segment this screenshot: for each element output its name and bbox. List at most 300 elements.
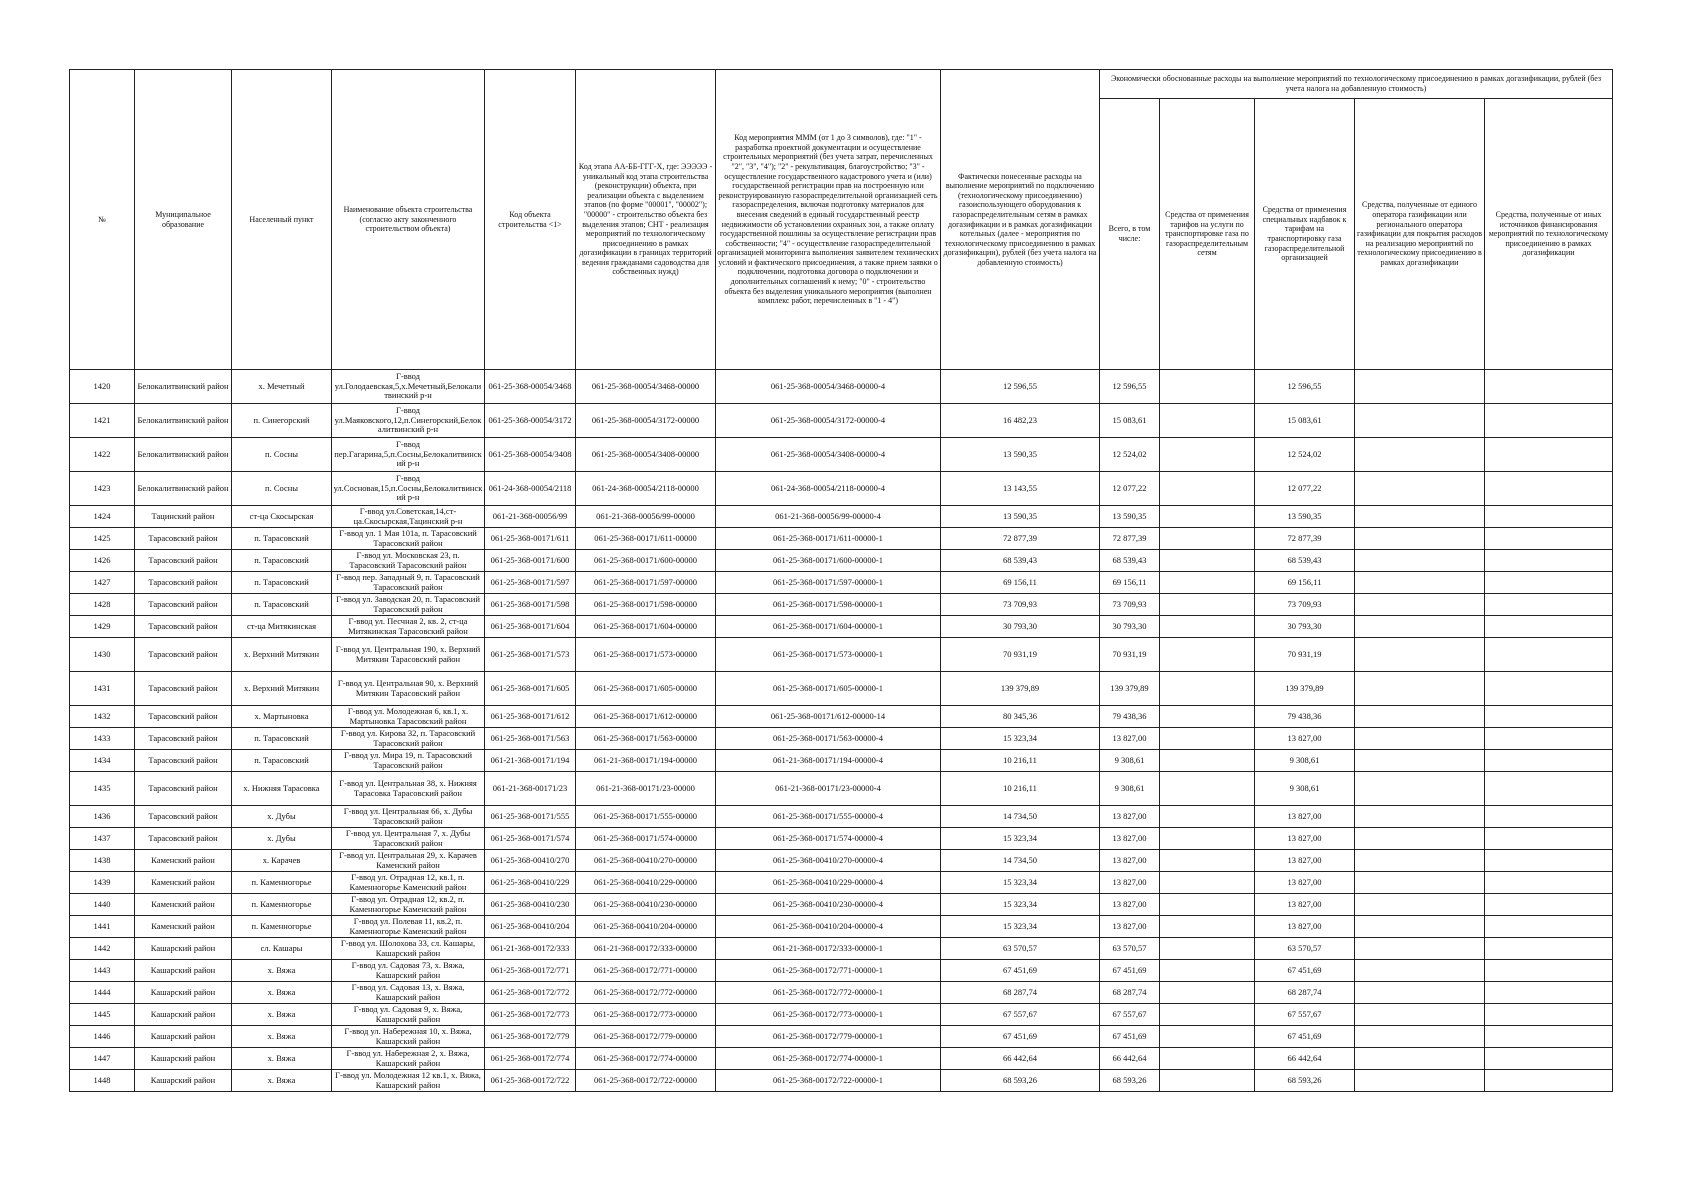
stage-code-cell: 061-25-368-00171/612-00000: [576, 706, 716, 728]
stage-code-cell: 061-25-368-00171/600-00000: [576, 550, 716, 572]
total-cell: 73 709,93: [1100, 594, 1160, 616]
municipality-cell: Каменский район: [135, 916, 232, 938]
measure-code-cell: 061-25-368-00171/611-00000-1: [716, 528, 941, 550]
table-body: [70, 370, 1613, 1092]
other-funds-cell: [1485, 806, 1613, 828]
other-funds-cell: [1485, 982, 1613, 1004]
measure-code-cell: 061-21-368-00171/23-00000-4: [716, 772, 941, 806]
row-number: 1438: [70, 850, 135, 872]
row-number: 1435: [70, 772, 135, 806]
measure-code-cell: 061-25-368-00172/772-00000-1: [716, 982, 941, 1004]
actual-costs-cell: 73 709,93: [941, 594, 1100, 616]
municipality-cell: Кашарский район: [135, 938, 232, 960]
actual-costs-cell: 14 734,50: [941, 806, 1100, 828]
tariff-funds-cell: [1160, 850, 1255, 872]
other-funds-cell: [1485, 1026, 1613, 1048]
total-cell: 67 557,67: [1100, 1004, 1160, 1026]
special-funds-cell: 13 827,00: [1255, 850, 1355, 872]
table-row: [70, 404, 1613, 438]
total-cell: 13 827,00: [1100, 850, 1160, 872]
settlement-cell: х. Нижняя Тарасовка: [232, 772, 332, 806]
object-code-cell: 061-25-368-00172/779: [485, 1026, 576, 1048]
special-funds-cell: 9 308,61: [1255, 772, 1355, 806]
stage-code-cell: 061-24-368-00054/2118-00000: [576, 472, 716, 506]
row-number: 1420: [70, 370, 135, 404]
col-measure-code-header: Код мероприятия МММ (от 1 до 3 символов), где: "1" - разработка проектной документации и осуществление строительных мероприятий (без учета затрат, перечисленных "2", "3", "4"); "2" - рекультивация, благоустройство; "3" - осуществление государственного кадастрового учета и (или) государственной регистрации прав на построенную или реконструированную газораспределительной организацией сеть газораспределения, включая подготовку материалов для внесения сведений в единый государственный реестр недвижимости об установлении охранных зон, а также оплату государственной пошлины за осуществление регистрации прав собственности; "4" - осуществление газораспределительной организацией мониторинга выполнения заявителем технических условий и фактического присоединения, а также прием заявки о подключении, подготовка договора о подключении и дополнительных соглашений к нему; "0" - строительство объекта без выделения уникального мероприятия (выполнен комплекс работ, перечисленных в "1 - 4"): [716, 70, 941, 370]
special-funds-cell: 66 442,64: [1255, 1048, 1355, 1070]
municipality-cell: Каменский район: [135, 872, 232, 894]
measure-code-cell: 061-25-368-00410/229-00000-4: [716, 872, 941, 894]
special-funds-cell: 13 827,00: [1255, 828, 1355, 850]
settlement-cell: х. Вяжа: [232, 960, 332, 982]
municipality-cell: Тарасовский район: [135, 528, 232, 550]
total-cell: 68 287,74: [1100, 982, 1160, 1004]
other-funds-cell: [1485, 1004, 1613, 1026]
special-funds-cell: 68 539,43: [1255, 550, 1355, 572]
other-funds-cell: [1485, 616, 1613, 638]
municipality-cell: Тарасовский район: [135, 750, 232, 772]
stage-code-cell: 061-25-368-00172/771-00000: [576, 960, 716, 982]
settlement-cell: п. Синегорский: [232, 404, 332, 438]
special-funds-cell: 13 827,00: [1255, 916, 1355, 938]
special-funds-cell: 12 596,55: [1255, 370, 1355, 404]
tariff-funds-cell: [1160, 806, 1255, 828]
col-settlement-header: Населенный пункт: [232, 70, 332, 370]
total-cell: 68 539,43: [1100, 550, 1160, 572]
row-number: 1425: [70, 528, 135, 550]
total-cell: 9 308,61: [1100, 772, 1160, 806]
other-funds-cell: [1485, 1048, 1613, 1070]
measure-code-cell: 061-21-368-00171/194-00000-4: [716, 750, 941, 772]
municipality-cell: Тарасовский район: [135, 638, 232, 672]
operator-funds-cell: [1355, 1048, 1485, 1070]
total-cell: 12 524,02: [1100, 438, 1160, 472]
other-funds-cell: [1485, 404, 1613, 438]
tariff-funds-cell: [1160, 528, 1255, 550]
measure-code-cell: 061-25-368-00172/771-00000-1: [716, 960, 941, 982]
table-row: [70, 638, 1613, 672]
stage-code-cell: 061-25-368-00410/204-00000: [576, 916, 716, 938]
municipality-cell: Кашарский район: [135, 1048, 232, 1070]
object-code-cell: 061-25-368-00172/771: [485, 960, 576, 982]
operator-funds-cell: [1355, 772, 1485, 806]
stage-code-cell: 061-25-368-00171/598-00000: [576, 594, 716, 616]
operator-funds-cell: [1355, 916, 1485, 938]
object-name-cell: Г-ввод ул. Заводская 20, п. Тарасовский Тарасовский район: [332, 594, 485, 616]
municipality-cell: Белокалитвинский район: [135, 472, 232, 506]
object-name-cell: Г-ввод пер. Западный 9, п. Тарасовский Тарасовский район: [332, 572, 485, 594]
tariff-funds-cell: [1160, 1070, 1255, 1092]
object-code-cell: 061-21-368-00171/23: [485, 772, 576, 806]
object-name-cell: Г-ввод ул. Отрадная 12, кв.2, п. Каменногорье Каменский район: [332, 894, 485, 916]
table-row: [70, 1048, 1613, 1070]
measure-code-cell: 061-21-368-00056/99-00000-4: [716, 506, 941, 528]
other-funds-cell: [1485, 506, 1613, 528]
operator-funds-cell: [1355, 706, 1485, 728]
object-name-cell: Г-ввод ул. Садовая 9, х. Вяжа, Кашарский район: [332, 1004, 485, 1026]
settlement-cell: х. Вяжа: [232, 982, 332, 1004]
operator-funds-cell: [1355, 850, 1485, 872]
stage-code-cell: 061-25-368-00410/230-00000: [576, 894, 716, 916]
col-municipality-header: Муниципальное образование: [135, 70, 232, 370]
total-cell: 69 156,11: [1100, 572, 1160, 594]
settlement-cell: х. Дубы: [232, 806, 332, 828]
special-funds-cell: 13 590,35: [1255, 506, 1355, 528]
object-code-cell: 061-25-368-00171/600: [485, 550, 576, 572]
actual-costs-cell: 67 451,69: [941, 960, 1100, 982]
operator-funds-cell: [1355, 472, 1485, 506]
row-number: 1422: [70, 438, 135, 472]
operator-funds-cell: [1355, 750, 1485, 772]
measure-code-cell: 061-25-368-00171/555-00000-4: [716, 806, 941, 828]
object-name-cell: Г-ввод ул. Центральная 7, х. Дубы Тарасовский район: [332, 828, 485, 850]
stage-code-cell: 061-25-368-00171/597-00000: [576, 572, 716, 594]
object-code-cell: 061-25-368-00172/722: [485, 1070, 576, 1092]
settlement-cell: х. Вяжа: [232, 1004, 332, 1026]
operator-funds-cell: [1355, 616, 1485, 638]
row-number: 1446: [70, 1026, 135, 1048]
tariff-funds-cell: [1160, 938, 1255, 960]
row-number: 1431: [70, 672, 135, 706]
measure-code-cell: 061-25-368-00171/605-00000-1: [716, 672, 941, 706]
col-tariff-funds-header: Средства от применения тарифов на услуги по транспортировке газа по газораспределительным сетям: [1160, 99, 1255, 370]
table-row: [70, 938, 1613, 960]
settlement-cell: х. Верхний Митякин: [232, 672, 332, 706]
col-object-name-header: Наименование объекта строительства (согласно акту законченного строительством объекта): [332, 70, 485, 370]
settlement-cell: п. Каменногорье: [232, 916, 332, 938]
tariff-funds-cell: [1160, 1026, 1255, 1048]
operator-funds-cell: [1355, 960, 1485, 982]
tariff-funds-cell: [1160, 472, 1255, 506]
total-cell: 67 451,69: [1100, 960, 1160, 982]
municipality-cell: Тарасовский район: [135, 806, 232, 828]
measure-code-cell: 061-25-368-00171/563-00000-4: [716, 728, 941, 750]
actual-costs-cell: 139 379,89: [941, 672, 1100, 706]
object-code-cell: 061-25-368-00171/563: [485, 728, 576, 750]
object-code-cell: 061-25-368-00171/555: [485, 806, 576, 828]
special-funds-cell: 139 379,89: [1255, 672, 1355, 706]
other-funds-cell: [1485, 472, 1613, 506]
object-code-cell: 061-25-368-00410/204: [485, 916, 576, 938]
actual-costs-cell: 15 323,34: [941, 728, 1100, 750]
row-number: 1428: [70, 594, 135, 616]
operator-funds-cell: [1355, 550, 1485, 572]
operator-funds-cell: [1355, 370, 1485, 404]
actual-costs-cell: 13 590,35: [941, 438, 1100, 472]
measure-code-cell: 061-25-368-00171/573-00000-1: [716, 638, 941, 672]
tariff-funds-cell: [1160, 960, 1255, 982]
other-funds-cell: [1485, 594, 1613, 616]
actual-costs-cell: 10 216,11: [941, 772, 1100, 806]
actual-costs-cell: 30 793,30: [941, 616, 1100, 638]
municipality-cell: Белокалитвинский район: [135, 438, 232, 472]
row-number: 1447: [70, 1048, 135, 1070]
stage-code-cell: 061-25-368-00172/773-00000: [576, 1004, 716, 1026]
stage-code-cell: 061-25-368-00171/611-00000: [576, 528, 716, 550]
stage-code-cell: 061-25-368-00171/574-00000: [576, 828, 716, 850]
total-cell: 13 827,00: [1100, 828, 1160, 850]
object-name-cell: Г-ввод ул. Центральная 38, х. Нижняя Тарасовка Тарасовский район: [332, 772, 485, 806]
actual-costs-cell: 13 590,35: [941, 506, 1100, 528]
tariff-funds-cell: [1160, 594, 1255, 616]
special-funds-cell: 12 077,22: [1255, 472, 1355, 506]
tariff-funds-cell: [1160, 572, 1255, 594]
special-funds-cell: 69 156,11: [1255, 572, 1355, 594]
table-row: [70, 960, 1613, 982]
total-cell: 72 877,39: [1100, 528, 1160, 550]
actual-costs-cell: 10 216,11: [941, 750, 1100, 772]
object-name-cell: Г-ввод ул. Центральная 29, х. Карачев Каменский район: [332, 850, 485, 872]
object-code-cell: 061-24-368-00054/2118: [485, 472, 576, 506]
tariff-funds-cell: [1160, 728, 1255, 750]
table-row: [70, 1070, 1613, 1092]
econ-costs-group-header: Экономически обоснованные расходы на выполнение мероприятий по технологическому присоединению в рамках догазификации, рублей (без учета налога на добавленную стоимость): [1100, 70, 1613, 99]
municipality-cell: Каменский район: [135, 894, 232, 916]
tariff-funds-cell: [1160, 638, 1255, 672]
total-cell: 15 083,61: [1100, 404, 1160, 438]
municipality-cell: Кашарский район: [135, 1004, 232, 1026]
other-funds-cell: [1485, 638, 1613, 672]
table-row: [70, 1004, 1613, 1026]
measure-code-cell: 061-25-368-00171/574-00000-4: [716, 828, 941, 850]
operator-funds-cell: [1355, 672, 1485, 706]
municipality-cell: Кашарский район: [135, 1026, 232, 1048]
stage-code-cell: 061-25-368-00054/3468-00000: [576, 370, 716, 404]
object-code-cell: 061-21-368-00171/194: [485, 750, 576, 772]
measure-code-cell: 061-25-368-00172/774-00000-1: [716, 1048, 941, 1070]
stage-code-cell: 061-25-368-00171/573-00000: [576, 638, 716, 672]
object-code-cell: 061-25-368-00410/229: [485, 872, 576, 894]
table-row: [70, 728, 1613, 750]
measure-code-cell: 061-25-368-00172/773-00000-1: [716, 1004, 941, 1026]
tariff-funds-cell: [1160, 894, 1255, 916]
stage-code-cell: 061-21-368-00056/99-00000: [576, 506, 716, 528]
municipality-cell: Тарасовский район: [135, 672, 232, 706]
tariff-funds-cell: [1160, 750, 1255, 772]
settlement-cell: х. Карачев: [232, 850, 332, 872]
operator-funds-cell: [1355, 572, 1485, 594]
tariff-funds-cell: [1160, 616, 1255, 638]
stage-code-cell: 061-25-368-00054/3408-00000: [576, 438, 716, 472]
stage-code-cell: 061-25-368-00172/722-00000: [576, 1070, 716, 1092]
col-operator-funds-header: Средства, полученные от единого оператора газификации или регионального оператора газификации для покрытия расходов на реализацию мероприятий по технологическому присоединению в рамках догазификации: [1355, 99, 1485, 370]
settlement-cell: п. Каменногорье: [232, 872, 332, 894]
operator-funds-cell: [1355, 438, 1485, 472]
table-row: [70, 572, 1613, 594]
object-code-cell: 061-25-368-00172/774: [485, 1048, 576, 1070]
table-row: [70, 850, 1613, 872]
col-total-header: Всего, в том числе:: [1100, 99, 1160, 370]
special-funds-cell: 30 793,30: [1255, 616, 1355, 638]
other-funds-cell: [1485, 960, 1613, 982]
actual-costs-cell: 67 557,67: [941, 1004, 1100, 1026]
other-funds-cell: [1485, 772, 1613, 806]
actual-costs-cell: 15 323,34: [941, 916, 1100, 938]
municipality-cell: Белокалитвинский район: [135, 370, 232, 404]
object-name-cell: Г-ввод ул.Голодаевская,5,х.Мечетный,Белокалитвинский р-н: [332, 370, 485, 404]
other-funds-cell: [1485, 438, 1613, 472]
settlement-cell: п. Тарасовский: [232, 528, 332, 550]
object-name-cell: Г-ввод ул. Московская 23, п. Тарасовский Тарасовский район: [332, 550, 485, 572]
measure-code-cell: 061-25-368-00054/3172-00000-4: [716, 404, 941, 438]
measure-code-cell: 061-25-368-00171/604-00000-1: [716, 616, 941, 638]
special-funds-cell: 13 827,00: [1255, 728, 1355, 750]
object-code-cell: 061-25-368-00054/3468: [485, 370, 576, 404]
operator-funds-cell: [1355, 1026, 1485, 1048]
total-cell: 79 438,36: [1100, 706, 1160, 728]
other-funds-cell: [1485, 916, 1613, 938]
stage-code-cell: 061-25-368-00171/604-00000: [576, 616, 716, 638]
tariff-funds-cell: [1160, 1048, 1255, 1070]
object-name-cell: Г-ввод ул. Набережная 2, х. Вяжа, Кашарский район: [332, 1048, 485, 1070]
stage-code-cell: 061-21-368-00172/333-00000: [576, 938, 716, 960]
object-code-cell: 061-25-368-00171/597: [485, 572, 576, 594]
stage-code-cell: 061-25-368-00172/774-00000: [576, 1048, 716, 1070]
tariff-funds-cell: [1160, 1004, 1255, 1026]
col-object-code-header: Код объекта строительства <1>: [485, 70, 576, 370]
operator-funds-cell: [1355, 806, 1485, 828]
object-name-cell: Г-ввод ул. Садовая 13, х. Вяжа, Кашарский район: [332, 982, 485, 1004]
special-funds-cell: 67 557,67: [1255, 1004, 1355, 1026]
other-funds-cell: [1485, 750, 1613, 772]
operator-funds-cell: [1355, 638, 1485, 672]
object-name-cell: Г-ввод ул. Полевая 11, кв.2, п. Каменногорье Каменский район: [332, 916, 485, 938]
object-name-cell: Г-ввод ул. 1 Мая 101а, п. Тарасовский Тарасовский район: [332, 528, 485, 550]
total-cell: 13 590,35: [1100, 506, 1160, 528]
settlement-cell: п. Тарасовский: [232, 550, 332, 572]
row-number: 1430: [70, 638, 135, 672]
measure-code-cell: 061-25-368-00171/600-00000-1: [716, 550, 941, 572]
actual-costs-cell: 15 323,34: [941, 872, 1100, 894]
row-number: 1448: [70, 1070, 135, 1092]
measure-code-cell: 061-25-368-00171/612-00000-14: [716, 706, 941, 728]
row-number: 1421: [70, 404, 135, 438]
operator-funds-cell: [1355, 1004, 1485, 1026]
table-row: [70, 772, 1613, 806]
object-name-cell: Г-ввод пер.Гагарина,5,п.Сосны,Белокалитвинский р-н: [332, 438, 485, 472]
municipality-cell: Кашарский район: [135, 982, 232, 1004]
settlement-cell: х. Вяжа: [232, 1048, 332, 1070]
settlement-cell: п. Тарасовский: [232, 572, 332, 594]
total-cell: 12 596,55: [1100, 370, 1160, 404]
object-name-cell: Г-ввод ул. Центральная 190, х. Верхний Митякин Тарасовский район: [332, 638, 485, 672]
object-code-cell: 061-25-368-00054/3172: [485, 404, 576, 438]
col-no-header: №: [70, 70, 135, 370]
object-code-cell: 061-25-368-00171/605: [485, 672, 576, 706]
settlement-cell: п. Сосны: [232, 438, 332, 472]
table-row: [70, 828, 1613, 850]
total-cell: 66 442,64: [1100, 1048, 1160, 1070]
measure-code-cell: 061-25-368-00171/597-00000-1: [716, 572, 941, 594]
tariff-funds-cell: [1160, 672, 1255, 706]
measure-code-cell: 061-25-368-00054/3468-00000-4: [716, 370, 941, 404]
col-special-funds-header: Средства от применения специальных надбавок к тарифам на транспортировку газа газораспределительной организацией: [1255, 99, 1355, 370]
measure-code-cell: 061-25-368-00410/204-00000-4: [716, 916, 941, 938]
object-name-cell: Г-ввод ул. Мира 19, п. Тарасовский Тарасовский район: [332, 750, 485, 772]
special-funds-cell: 70 931,19: [1255, 638, 1355, 672]
row-number: 1444: [70, 982, 135, 1004]
actual-costs-cell: 68 593,26: [941, 1070, 1100, 1092]
settlement-cell: п. Сосны: [232, 472, 332, 506]
operator-funds-cell: [1355, 872, 1485, 894]
table-row: [70, 616, 1613, 638]
total-cell: 13 827,00: [1100, 872, 1160, 894]
municipality-cell: Тарасовский район: [135, 706, 232, 728]
object-code-cell: 061-25-368-00172/772: [485, 982, 576, 1004]
total-cell: 13 827,00: [1100, 806, 1160, 828]
table-row: [70, 1026, 1613, 1048]
object-code-cell: 061-21-368-00172/333: [485, 938, 576, 960]
settlement-cell: х. Мартыновка: [232, 706, 332, 728]
table-row: [70, 550, 1613, 572]
row-number: 1433: [70, 728, 135, 750]
tariff-funds-cell: [1160, 706, 1255, 728]
tariff-funds-cell: [1160, 438, 1255, 472]
object-code-cell: 061-25-368-00410/230: [485, 894, 576, 916]
other-funds-cell: [1485, 850, 1613, 872]
row-number: 1440: [70, 894, 135, 916]
total-cell: 139 379,89: [1100, 672, 1160, 706]
settlement-cell: х. Дубы: [232, 828, 332, 850]
settlement-cell: п. Тарасовский: [232, 750, 332, 772]
special-funds-cell: 63 570,57: [1255, 938, 1355, 960]
total-cell: 70 931,19: [1100, 638, 1160, 672]
tariff-funds-cell: [1160, 982, 1255, 1004]
special-funds-cell: 67 451,69: [1255, 1026, 1355, 1048]
row-number: 1424: [70, 506, 135, 528]
measure-code-cell: 061-25-368-00171/598-00000-1: [716, 594, 941, 616]
row-number: 1445: [70, 1004, 135, 1026]
col-actual-costs-header: Фактически понесенные расходы на выполнение мероприятий по подключению (технологическому присоединению) газоиспользующего оборудования к газораспределительным сетям в рамках догазификации и в рамках догазификации котельных (далее - мероприятия по технологическому присоединению в рамках догазификации), рублей (без учета налога на добавленную стоимость): [941, 70, 1100, 370]
actual-costs-cell: 72 877,39: [941, 528, 1100, 550]
object-code-cell: 061-25-368-00054/3408: [485, 438, 576, 472]
operator-funds-cell: [1355, 528, 1485, 550]
settlement-cell: ст-ца Скосырская: [232, 506, 332, 528]
row-number: 1429: [70, 616, 135, 638]
actual-costs-cell: 12 596,55: [941, 370, 1100, 404]
row-number: 1443: [70, 960, 135, 982]
municipality-cell: Белокалитвинский район: [135, 404, 232, 438]
row-number: 1427: [70, 572, 135, 594]
municipality-cell: Тацинский район: [135, 506, 232, 528]
table-row: [70, 528, 1613, 550]
measure-code-cell: 061-25-368-00172/722-00000-1: [716, 1070, 941, 1092]
table-header: [70, 70, 1613, 370]
special-funds-cell: 79 438,36: [1255, 706, 1355, 728]
total-cell: 68 593,26: [1100, 1070, 1160, 1092]
col-other-funds-header: Средства, полученные от иных источников финансирования мероприятий по технологическому присоединению в рамках догазификации: [1485, 99, 1613, 370]
row-number: 1437: [70, 828, 135, 850]
object-name-cell: Г-ввод ул.Советская,14,ст-ца.Скосырская,Тацинский р-н: [332, 506, 485, 528]
special-funds-cell: 73 709,93: [1255, 594, 1355, 616]
special-funds-cell: 68 593,26: [1255, 1070, 1355, 1092]
actual-costs-cell: 14 734,50: [941, 850, 1100, 872]
other-funds-cell: [1485, 370, 1613, 404]
municipality-cell: Тарасовский район: [135, 550, 232, 572]
actual-costs-cell: 15 323,34: [941, 894, 1100, 916]
row-number: 1442: [70, 938, 135, 960]
other-funds-cell: [1485, 706, 1613, 728]
other-funds-cell: [1485, 728, 1613, 750]
table-row: [70, 438, 1613, 472]
object-code-cell: 061-21-368-00056/99: [485, 506, 576, 528]
operator-funds-cell: [1355, 894, 1485, 916]
other-funds-cell: [1485, 550, 1613, 572]
settlement-cell: сл. Кашары: [232, 938, 332, 960]
tariff-funds-cell: [1160, 370, 1255, 404]
special-funds-cell: 13 827,00: [1255, 894, 1355, 916]
table-row: [70, 370, 1613, 404]
